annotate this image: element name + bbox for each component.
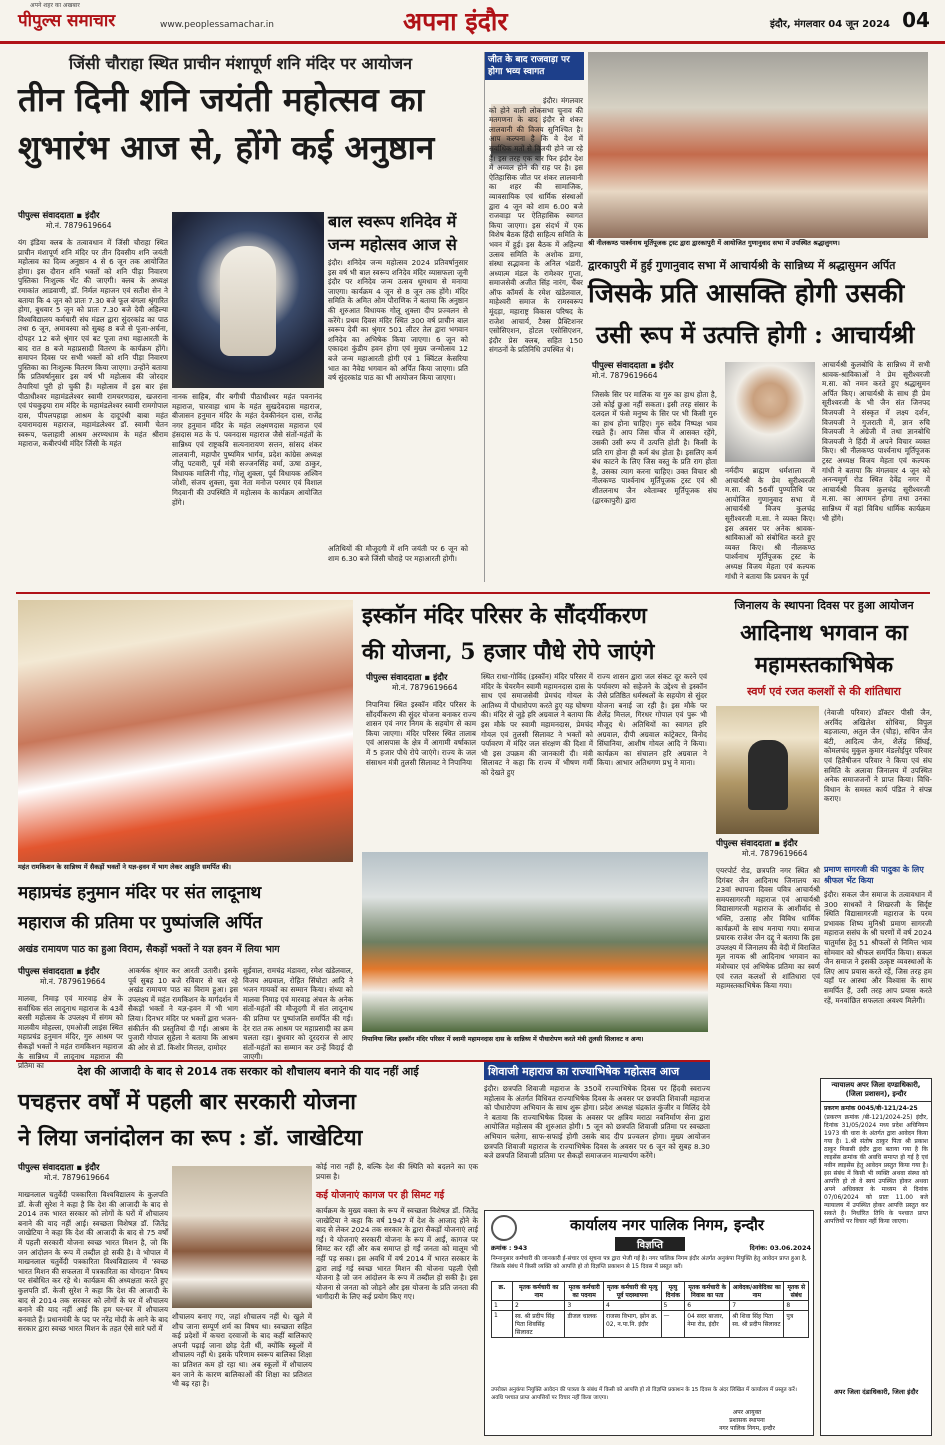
adinath-byline: पीपुल्स संवाददाता ▪ इंदौर — [716, 839, 798, 849]
hanuman-subhead: अखंड रामायण पाठ का हुआ विराम, सैकड़ों भक्तों ने यज्ञ हवन में लिया भाग — [18, 944, 280, 955]
notice-num: 3 — [565, 1301, 604, 1311]
shani-mobile: मो.नं. 7879619664 — [46, 221, 112, 230]
jakhetia-body-1: माखनलाल चतुर्वेदी पत्रकारिता विश्वविद्यालय के कुलपति डॉ. केजी सुरेश ने कहा है कि देश की आजादी के बाद से 2014 तक भारत सरकार को लोगों के घरों में शौचालय बनाने की याद नहीं आई। स्वच्छता विशेषज्ञ डॉ. जितेंद्र जाखेटिया ने कहा कि देश की आजादी के बाद से 75 वर्षों में पहली सरकारी योजना स्वच्छ भारत मिशन है, जो कि जन आंदोलन के रूप में तब्दील हो सकी है। वे भोपाल में माखनलाल चतुर्वेदी पत्रकारिता विश्वविद्यालय में 'स्वच्छ भारत मिशन की सफलता में पत्रकारिता का योगदान' विषय पर संबोधित कर रहे थे। कार्यक्रम की अध्यक्षता करते हुए कुलपति डॉ. केजी सुरेश ने कहा कि देश की आजादी के बाद से 2014 तक सरकार को लोगों के घर में शौचालय बनाने की याद नहीं आई कि हम घर-घर में शौचालय बनवाते हैं। प्रधानमंत्री के पद पर नरेंद्र मोदी के आने के बाद सरकार द्वारा स्वच्छ भारत मिशन के तहत ऐसे सारे घरों में — [18, 1190, 168, 1334]
adinath-idol-photo — [716, 706, 819, 834]
notice-table-row — [492, 1311, 809, 1338]
iskcon-body-1: निपानिया स्थित इस्कॉन मंदिर परिसर के सौंदर्यीकरण की सुंदर योजना बनाकर राज्य शासन एवं नगर निगम के सहयोग से काम किया जाएगा। मंदिर परिसर स्थित तालाब एवं आसपास के क्षेत्र में आगामी वर्षाकाल में 5 हजार पौधे रोपे जाएंगे। राज्य के जल संसाधन मंत्री तुलसी सिलावट ने निपानिया — [366, 700, 476, 767]
masthead-logo — [18, 8, 156, 34]
notice-table — [491, 1281, 809, 1338]
masthead-url: www.peoplessamachar.in — [160, 20, 274, 30]
shani-byline-block — [18, 210, 168, 234]
notice-th: मृतक से संबंध — [784, 1282, 809, 1301]
jakhetia-mobile: मो.नं. 7879619664 — [44, 1173, 110, 1182]
masthead — [0, 0, 945, 44]
jakhetia-photo — [172, 1166, 312, 1308]
jakhetia-photo-caption: शौचालय बनाए गए, जहां शौचालय नहीं थे। खुले में शौच जाना सम्पूर्ण शर्म का विषय था। स्वच्छता सहित कई प्रदेशों में कचरा दरवाजों के बाद कहीं बालिकाएं अपनी पढ़ाई जाना छोड़ देती थीं, क्योंकि स्कूलों में शौचालय नहीं थे। इसके परिणाम स्वरूप बालिका शिक्षा का प्रतिशत कम हो रहा था। अब स्कूलों में शौचालय बन जाने के कारण बालिकाओं की शिक्षा का प्रतिशत भी बढ़ रहा है। — [172, 1312, 312, 1389]
iskcon-body-2: स्थित राधा-गोविंद (इस्कॉन) मंदिर परिसर में मंदिर के चेयरमैन स्वामी महामनदास दास के साथ एवं समाजसेवी प्रेमचंद गोयल के आतिथ्य में पौधारोपण करते हुए यह घोषणा की। मंदिर से जुड़े हरि अग्रवाल ने बताया कि इस मौके पर स्वामी महामनदास, प्रेमचंद गोयल एवं तुलसी सिलावट ने भक्तों को पर्यावरण में मंदिर जल संरक्षण की दिशा में भी इस उपक्रम की जानकारी दी। मंत्री सिलावट ने कहा कि राज्य में भीषण गर्मी को देखते हुए — [481, 672, 593, 777]
notice-cell: — — [661, 1311, 685, 1338]
acharya-gathering-photo — [588, 52, 928, 238]
notice-number: क्रमांक : 943 — [491, 1244, 528, 1252]
notice-th: मृतक कर्मचारी की मृत्यु पूर्व पदस्थापना — [603, 1282, 661, 1301]
acharya-body-3: आचार्यश्री कुलबोधि के सान्निध्य में सभी श्रावक-श्राविकाओं ने प्रेम सूरीश्वरजी म.सा. को नमन करते हुए श्रद्धासुमन अर्पित किए। आचार्यश्री के साथ ही प्रेम सूरीश्वरजी के भी जैन संत जिनपद विजयजी ने संस्कृत में लक्ष्य दर्शन, विजयजी ने गुजराती में, ज्ञान रुचि विजयजी ने अंग्रेजी में तथा ज्ञानबोधि विजयजी ने हिंदी में अपने विचार व्यक्त किए। श्री नीलकण्ठ पार्श्वनाथ मूर्तिपूजक ट्रस्ट अध्यक्ष विजय मेहता एवं कल्पक गांधी ने बताया कि मंगलवार 4 जून को अनन्यमूर्ण रोड स्थित देवेंद्र नगर में आचार्यश्री विजय कुलचंद्र सूरीश्वरजी म.सा. का आगमन होगा तथा उनका सान्निध्य में वहां विविध धार्मिक कार्यक्रम भी होंगे। — [822, 360, 930, 523]
notice-num: 5 — [661, 1301, 685, 1311]
hanuman-body-3: सुईवाल, रामचंद्र मंडावरा, रमेश खंडेलवाल, विजय अग्रवाल, रोहित सिंघोटा आदि ने भजन गायकों का सम्मान किया। संध्या को मालवा निमाड़ एवं मारवाड़ अंचल के अनेक संतों-महंतों की मौजूदगी में संत लादूनाथ की प्रतिमा पर पुष्पांजलि समर्पित की गई। देर रात तक आश्रम पर महाप्रसादी का क्रम चलता रहा। बुधवार को दूरदराज से आए संतों-महंतों का सम्मान कर उन्हें विदाई दी जाएगी। — [243, 966, 353, 1062]
adinath-body-top: (नेवाजी परिवार) डॉक्टर पीसी जैन, अरविंद अखिलेश सोधिया, विपुल बड़जात्या, अतुल जैन (चौड़), सचिन जैन बंटी, आदित्य जैन, शैलेंद्र सिंघई, कोमलचंद मुकुल कुमार मंडलोईपुर परिवार एवं हितैषीजन परिवार ने किया एवं संघ समिति के अलावा जिनालय में उपस्थित अनेक समाजजनों ने प्राप्त किया। विधि-विधान के समस्त कार्य पंडित ने संपन्न कराए। — [824, 708, 932, 804]
notice-num: 7 — [730, 1301, 784, 1311]
notice-cell: डीजल चालक — [565, 1311, 604, 1338]
notice-th: मृतक कर्मचारी का पदनाम — [565, 1282, 604, 1301]
hanuman-mobile: मो.नं. 7879619664 — [40, 977, 106, 986]
adinath-headline-1: आदिनाथ भगवान का — [740, 620, 908, 646]
adinath-body-right: इंदौर। सकल जैन समाज के तत्वावधान में 300 साधकों ने शिखरजी के सिर्दृष्ट स्थिति विद्यासागरजी महाराज के परम प्रभावक शिष्य मुनिश्री प्रमाण सागरजी महाराज ससंघ के श्री चरणों में वर्ष 2024 चातुर्मास हेतु 51 श्रीफलों से निमित्त भाव सोमवार को श्रीफल समर्पित किया। सकल जैन समाज ने इसकी उत्कृष्ट व्यवस्थाओं के लिए आप प्रयास करते रहें, जिस तरह हम यहाँ पर आस्था और विश्वास के साथ समर्पित हैं, उसी तरह आप प्रयास करते रहें, मनवांछित सफलता अवश्य मिलेगी। — [824, 890, 932, 1005]
hanuman-byline-block — [18, 966, 123, 990]
plantation-photo-caption: निपानिया स्थित इस्कॉन मंदिर परिसर में स्वामी महामनदास दास के सान्निध्य में पौधारोपण करते मंत्री तुलसी सिलावट व अन्य। — [362, 1036, 644, 1043]
notice-title: विज्ञप्ति — [615, 1237, 685, 1251]
shani-idol-photo — [172, 212, 324, 388]
notice-th: क्र. — [492, 1282, 513, 1301]
notice-num: 2 — [513, 1301, 565, 1311]
notice-sign-block — [685, 1409, 809, 1435]
adinath-kicker: जिनालय के स्थापना दिवस पर हुआ आयोजन — [734, 599, 914, 612]
acharyashri-portrait — [725, 362, 815, 462]
court-body: (प्रकरण क्रमांक /बी-121/2024-25) इंदौर, दिनांक 31/05/2024 मध्य प्रदेश अधिनियम 1973 की धारा के अंतर्गत द्वारा आवेदन किया गया है। 1.श्री संतोष ठाकुर पिता श्री प्रकाश ठाकुर निवासी इंदौर द्वारा बताया गया है कि लाइसेंस क्रमांक की अवधि समाप्त हो गई है एवं नवीन लाइसेंस हेतु आवेदन प्रस्तुत किया गया है। इस संबंध में किसी भी व्यक्ति अथवा संस्था को आपत्ति हो तो वे स्वयं उपस्थित होकर अथवा अपने अधिवक्ता के माध्यम से दिनांक 07/06/2024 को प्रातः 11.00 बजे न्यायालय में उपस्थित होकर आपत्ति प्रस्तुत कर सकते हैं। निर्धारित तिथि के पश्चात प्राप्त आपत्तियों पर विचार नहीं किया जाएगा। — [824, 1114, 928, 1225]
notice-date: दिनांक: 03.06.2024 — [749, 1244, 811, 1252]
iskcon-byline: पीपुल्स संवाददाता ▪ इंदौर — [366, 673, 448, 683]
court-header: न्यायालय अपर जिला दण्डाधिकारी, (जिला प्रशासन), इन्दौर — [821, 1079, 931, 1102]
acharya-byline: पीपुल्स संवाददाता ▪ इंदौर — [592, 361, 674, 371]
adinath-idol-figure — [748, 740, 788, 810]
adinath-headline-2: महामस्तकाभिषेक — [754, 652, 894, 678]
masthead-tagline: अपने शहर का अखबार — [30, 2, 80, 9]
notice-sign: अपर आयुक्त — [732, 1409, 762, 1416]
court-notice — [820, 1078, 932, 1436]
notice-table-header — [492, 1282, 809, 1301]
hanuman-body-2: आकर्षक श्रृंगार कर आरती उतारी। इसके पूर्व सुबह 10 बजे रविवार से चल रहे अखंड रामायण पाठ का विराम हुआ। इस उपलक्ष्य में महंत रामकिशन के मार्गदर्शन में सैकड़ों भक्तों ने यज्ञ-हवन में भी भाग लिया। दिनभर मंदिर पर भक्तों द्वारा भजन-संकीर्तन की प्रस्तुतियां दी गईं। आश्रम के पुजारी गोपाल सुहेला ने बताया कि आश्रम की ओर से डॉ. किशोर मित्तल, दामोदर — [128, 966, 238, 1052]
notice-cell: 1 — [492, 1311, 513, 1338]
dateline: इंदौर, मंगलवार 04 जून 2024 — [770, 19, 890, 30]
notice-th: मृतक कर्मचारी के निवास का पता — [685, 1282, 730, 1301]
shani-idol-figure — [220, 246, 276, 356]
acharya-photo-caption: श्री नीलकण्ठ पार्श्वनाथ मूर्तिपूजक ट्रस्ट द्वारा द्वारकापुरी में आयोजित गुणानुवाद सभा में उपस्थित श्रद्धालुगण। — [588, 239, 840, 247]
hanuman-headline-1: महाप्रचंड हनुमान मंदिर पर संत लादूनाथ — [18, 883, 262, 903]
jakhetia-byline: पीपुल्स संवाददाता ▪ इंदौर — [18, 1163, 100, 1173]
shivaji-body: इंदौर। छत्रपति शिवाजी महाराज के 350वें राज्याभिषेक दिवस पर हिंदवी स्वराज्य महोत्सव के अंतर्गत विधिवत राज्याभिषेक दिवस के अवसर पर छत्रपति शिवाजी महाराज को पौधारोपण अभियान के साथ शुरू होगा। प्रदेश अध्यक्ष चंद्रकांत कुंजीर व मिलिंद देवे ने बताया कि राज्याभिषेक दिवस के अवसर पर क्षत्रिय मराठा नवनिर्माण सेना द्वारा आयोजित महोत्सव की शुरुआत होगी। 5 जून को छत्रपति शिवाजी प्रतिमा पर स्वच्छता अभियान चलेगा, साफ-सफाई होगी उसके बाद दीप प्रज्वलन होगा। मुख्य आयोजन छत्रपति शिवाजी महाराज के राज्याभिषेक दिवस के अवसर पर 6 जून को सुबह 8.30 बजे छत्रपति शिवाजी प्रतिमा पर सैकड़ों समाजजन माल्यार्पण करेंगे। — [484, 1084, 710, 1161]
notice-num: 6 — [685, 1301, 730, 1311]
acharya-mobile: मो.नं. 7879619664 — [592, 371, 658, 380]
notice-table-numbering — [492, 1301, 809, 1311]
havan-photo-caption: महंत रामकिशन के सान्निध्य में सैकड़ों भक्तों ने यज्ञ-हवन में भाग लेकर आहुति समर्पित की। — [18, 863, 231, 871]
notice-th: आवेदक/आवेदिका का नाम — [730, 1282, 784, 1301]
notice-sign2: प्रशासक स्थापना — [729, 1417, 765, 1424]
acharya-body-2: नर्मदीय ब्राह्मण धर्मशाला में आचार्यश्री के प्रेम सूरीश्वरजी म.सा. की 56वीं पुण्यतिथि पर आयोजित गुणानुवाद सभा में आचार्यश्री विजय कुलचंद्र सूरीश्वरजी म.सा. ने व्यक्त किए। इस अवसर पर अनेक श्रावक-श्राविकाओं को संबोधित करते हुए व्यक्त किए। श्री नीलकण्ठ पार्श्वनाथ मूर्तिपूजक ट्रस्ट के अध्यक्ष विजय मेहता एवं कल्पक गांधी ने बताया कि प्रवचन के पूर्व — [725, 466, 815, 581]
balswaroop-body-tail: अतिथियों की मौजूदगी में शनि जयंती पर 6 जून को शाम 6.30 बजे जिंसी चौराहे पर महाआरती होगी। — [328, 544, 468, 563]
notice-office: कार्यालय नगर पालिक निगम, इन्दौर — [570, 1216, 764, 1234]
iskcon-mobile: मो.नं. 7879619664 — [392, 683, 458, 692]
notice-footer: उपरोक्त अनुकंपा नियुक्ति आवेदन की पात्रता के संबंध में किसी को आपत्ति हो तो विज्ञप्ति प्रकाशन के 15 दिवस के अंदर लिखित में कार्यालय में प्रस्तुत करें। अवधि पश्चात प्राप्त आपत्तियों पर विचार नहीं किया जाएगा। — [491, 1387, 797, 1401]
victory-headline: जीत के बाद राजवाड़ा पर होगा भव्य स्वागत — [485, 52, 584, 80]
notice-cell: पुत्र — [784, 1311, 809, 1338]
shani-headline-1: तीन दिनी शनि जयंती महोत्सव का — [18, 80, 425, 119]
notice-sign3: नगर पालिक निगम, इन्दौर — [719, 1425, 775, 1432]
havan-photo — [18, 600, 353, 862]
acharya-headline-1: जिसके प्रति आसक्ति होगी उसकी — [588, 279, 905, 309]
jakhetia-kicker: देश की आजादी के बाद से 2014 तक सरकार को शौचालय बनाने की याद नहीं आई — [77, 1065, 419, 1078]
notice-num: 1 — [492, 1301, 513, 1311]
adinath-body-bottom: एयरपोर्ट रोड, छत्रपति नगर स्थित श्री दिगंबर जैन आदिनाथ जिनालय का 23वां स्थापना दिवस पवित्र आचार्यश्री समयसागरजी महाराज एवं आचार्यश्री विद्यासागरजी महाराज के आशीर्वाद से भक्ति, उत्साह और विविध धार्मिक कार्यक्रमों के साथ मनाया गया। समाज प्रचारक राजेश जैन दद्दू ने बताया कि इस उपलक्ष्य में जिनालय की वेदी में विराजित मूल नायक श्री आदिनाथ भगवान का मंत्रोच्चार एवं अभिषेक प्रतिमा का स्वर्ण एवं रजत कलशों से शांतिधारा एवं महामस्तकाभिषेक किया गया। — [716, 866, 820, 991]
jakhetia-subhead: कई योजनाएं कागज पर ही सिमट गई — [316, 1190, 445, 1201]
shani-kicker: जिंसी चौराहा स्थित प्राचीन मंशापूर्ण शनि मंदिर पर आयोजन — [68, 54, 413, 73]
divider-1 — [16, 592, 930, 594]
notice-cell: श्री शिवा सिंह पिता स्व. श्री प्रदीप सिलावट — [730, 1311, 784, 1338]
hanuman-body-1: मालवा, निमाड़ एवं मारवाड़ क्षेत्र के सर्वाधिक संत लादूनाथ महाराज के 43वें बरसी महोत्सव के उपलक्ष्य में संगम को मालवीय मोहल्ला, एमओजी लाइंस स्थित महाप्रचंड हनुमान मंदिर, गुरु आश्रम पर सैकड़ों भक्तों ने महंत रामकिशन महाराज के सान्निध्य में लादूनाथ महाराज की प्रतिमा का — [18, 994, 123, 1071]
iskcon-headline-1: इस्कॉन मंदिर परिसर के सौंदर्यीकरण — [362, 603, 647, 629]
notice-num: 4 — [603, 1301, 661, 1311]
notice-th: मृतक कर्मचारी का नाम — [513, 1282, 565, 1301]
shani-headline-2: शुभारंभ आज से, होंगे कई अनुष्ठान — [18, 128, 435, 167]
masthead-logo-text: पीपुल्स समाचार — [18, 11, 116, 31]
notice-num: 8 — [784, 1301, 809, 1311]
acharya-headline-2: उसी रूप में उत्पत्ति होगी : आचार्यश्री — [596, 320, 915, 349]
balswaroop-headline-2: जन्म महोत्सव आज से — [328, 235, 457, 254]
iskcon-headline-2: की योजना, 5 हजार पौधे रोपे जाएंगे — [362, 639, 655, 665]
notice-emblem-icon — [491, 1215, 517, 1241]
acharya-kicker: द्वारकापुरी में हुई गुणानुवाद सभा में आचार्यश्री के सान्निध्य में श्रद्धासुमन अर्पित — [588, 259, 896, 272]
acharya-body-1: जिसके सिर पर मालिक या गुरु का हाथ होता है, उसे कोई छुआ नहीं सकता। इसी तरह संसार के दलदल में फंसे मनुष्य के सिर पर भी किसी गुरु का हाथ होना चाहिए। गुरु सदैव निष्पक्ष भाव रखते हैं। आप जिस चीज में आसक्त रहेंगे, उसकी उसी रूप में उत्पत्ति होती है। किसी के प्रति राग होना ही कर्म बंध होता है। इसलिए कर्म बंध काटने के लिए जिस वस्तु के प्रति राग होता है, उसका त्याग करना चाहिए। उक्त विचार श्री नीलकण्ठ पार्श्वनाथ मूर्तिपूजक ट्रस्ट एवं श्री शीतलनाथ जैन श्वेताम्बर मूर्तिपूजक संघ (द्वारकापुरी) द्वारा — [592, 390, 717, 505]
balswaroop-body-left: नानक साहिब, वीर बगीची पीठाधीश्वर महंत पवनानंद महाराज, चारवाहा धाम के महंत सुखदेवदास महाराज, बीजासन हनुमान मंदिर के महंत देवकीनंदन दास, राजेंद्र नगर हनुमान मंदिर के महंत लक्ष्मणदास महाराज एवं हंसदास मठ के पं. पवनदास महाराज जैसे संतों-महंतों के सान्निध्य एवं राष्ट्रकवि सत्यनारायण सत्तन, सांसद शंकर लालवानी, महापौर पुष्यमित्र भार्गव, प्रदेश कांग्रेस अध्यक्ष जीतू पटवारी, पूर्व मंत्री सज्जनसिंह वर्मा, ऊषा ठाकुर, विधायक मालिनी गौड़, गोलू शुक्ला, पूर्व विधायक अश्विन जोशी, संजय शुक्ला, युवा नेता मनोज परमार एवं विशाल गिदवानी की उपस्थिति में महोत्सव के कार्यक्रम आयोजित होंगे। — [172, 392, 322, 507]
shani-body: यंग इंडिया क्लब के तत्वावधान में जिंसी चौराहा स्थित प्राचीन मंशापूर्ण शनि मंदिर पर तीन दिवसीय शनि जयंती महोत्सव का दिव्य अनुष्ठान 4 से 6 जून तक आयोजित होगा। इस दौरान शनि भक्तों को शनि पीड़ा निवारण पुस्तिका निःशुल्क भेंट की जाएगी। क्लब के अध्यक्ष रमाकांत आडवाणी, डॉ. निर्मल महाजन एवं सतीश सेन ने बताया कि 4 जून को प्रातः 7.30 बजे फूल बंगला श्रृंगारित होगा, बुधवार 5 जून को प्रातः 7.30 बजे देवी अहिल्या विश्वविद्यालय कर्मचारी संघ मंडल द्वारा सुंदरकांड का पाठ तथा 6 जून, अमावस्या को सुबह 8 बजे से पूजा-अर्चना, दोपहर 12 बजे श्रृंगार एवं बट पूजा तथा महाआरती के बाद रात 8 बजे महाप्रसादी वितरण के कार्यक्रम होंगे। समापन दिवस पर सभी भक्तों को शनि पीड़ा निवारण पुस्तिका का निःशुल्क वितरण किया जाएगा। उन्होंने बताया कि प्रतिवर्षानुसार इस वर्ष भी महोत्सव की जोरदार तैयारियां पूरी हो चुकी हैं। महोत्सव में इस बार हंस पीठाधीश्वर महामंडलेश्वर स्वामी रामचरणदास, खजराना एवं पंचकुइया राम मंदिर के महामंडलेश्वर स्वामी रामगोपाल दास, पीपलपहाड़ा आश्रम के दादूपंथी बाबा महंत दयारामदास महाराज, महामंडलेश्वर डॉ. स्वामी चेतन स्वरूप, फलाहारी आश्रम अरण्यधाम के महंत श्रीराम महाराज, कबीरपंथी मंदिर जिंसी के महंत — [18, 238, 168, 449]
notice-cell: राजस्व विभाग, झोन क्र. 02, न.पा.नि. इंदौर — [603, 1311, 661, 1338]
jakhetia-body-3: कार्यक्रम के मुख्य वक्ता के रूप में स्वच्छता विशेषज्ञ डॉ. जितेंद्र जाखेटिया ने कहा कि वर्ष 1947 में देश के आजाद होने के बाद से लेकर 2024 तक सरकार के द्वारा सैकड़ों योजनाएं लाई गईं। ये योजनाएं सरकारी योजना के रूप में आईं, कागज पर सिमट कर रहीं और कब समाप्त हो गईं जनता को मालूम भी नहीं पड़ सका। इस अवधि में वर्ष 2014 में भारत सरकार के द्वारा लाई गई स्वच्छ भारत मिशन की योजना पहली ऐसी योजना है जो जन आंदोलन के रूप में तब्दील हो सकी है। इस योजना से जनता को जोड़ने और इस योजना के प्रति जनता की भागीदारी के लिए कई प्रयोग किए गए। — [316, 1206, 478, 1302]
jakhetia-byline-block — [18, 1162, 128, 1186]
adinath-byline-block — [716, 838, 826, 862]
victory-box — [484, 52, 584, 582]
notice-intro: निम्नानुसार कर्मचारी की जानकारी ई-संचार एवं सूचना पत्र द्वारा भेजी गई है। नगर पालिक निगम इंदौर अंतर्गत अनुकंपा नियुक्ति हेतु आवेदन प्राप्त हुआ है, जिसके संबंध में किसी व्यक्ति को आपत्ति हो तो विज्ञप्ति प्रकाशन से 15 दिवस में प्रस्तुत करें। — [491, 1256, 807, 1270]
municipal-notice — [484, 1210, 814, 1436]
jakhetia-headline-2: ने लिया जनांदोलन का रूप : डॉ. जाखेटिया — [18, 1125, 363, 1151]
adinath-sub2: प्रमाण सागरजी की पादुका के लिए श्रीफल भेंट किया — [824, 865, 924, 885]
shani-byline: पीपुल्स संवाददाता ▪ इंदौर — [18, 211, 100, 221]
notice-cell: 04 सदर बाजार, नेमा रोड, इंदौर — [685, 1311, 730, 1338]
adinath-subhead: स्वर्ण एवं रजत कलशों से की शांतिधारा — [747, 685, 901, 698]
balswaroop-headline-1: बाल स्वरूप शनिदेव में — [328, 212, 457, 231]
victory-body: इंदौर। मंगलवार को होने वाली लोकसभा चुनाव की मतगणना के बाद इंदौर से शंकर लालवानी की विजय सुनिश्चित है। आप कल्पना है कि वे देश में सर्वाधिक मतों से विजयी होने जा रहे हैं। इस तरह एक बार फिर इंदौर देश में अव्वल होने की राह पर है। इस ऐतिहासिक जीत पर शंकर लालवानी का शहर की सामाजिक, व्यावसायिक एवं धार्मिक संस्थाओं द्वारा 4 जून को शाम 6.00 बजे राजवाड़ा पर ऐतिहासिक स्वागत किया जाएगा। इस संदर्भ में एक विशेष बैठक हिंदी साहित्य समिति के भवन में हुई। इस बैठक में अहिल्या उत्सव समिति के अशोक डागा, संस्था सद्भावना के अनिल भंडारी, अध्यात्म मंडल के रामेश्वर गुप्ता, समाजसेवी अजीत सिंह नारंग, चैंबर ऑफ कॉमर्स के रमेश खंडेलवाल, माहेश्वरी समाज के रामस्वरूप मूंदड़ा, महाराष्ट्र विकास परिषद के राजेश आचार्य, टैक्स प्रैक्टिशनर एसोसिएशन, होटल एसोसिएशन, इंदौर प्रेस क्लब, सहित 150 संगठनों के प्रतिनिधि उपस्थित थे। — [489, 96, 583, 355]
jakhetia-headline-1: पचहत्तर वर्षों में पहली बार सरकारी योजना — [18, 1089, 357, 1115]
iskcon-body-3: राज्य शासन द्वारा जल संकट दूर करने एवं पर्यावरण को सहेजने के उद्देश्य से इस्कॉन जैसे प्रतिष्ठित धर्मस्थलों के सहयोग से सुंदर योजना बनाई जा रही है। इस मौके पर शैलेंद्र मित्तल, गिरधर गोपाल एवं पुरू भी मौजूद थे। अतिथियों का स्वागत हरि अग्रवाल, दीपी अग्रवाल कांट्रेक्टर, विनोद सिंघानिया, आशीष गोयल आदि ने किया। कार्यक्रम का संचालन हरि अग्रवाल ने किया। आभार अतिथगण प्रभु ने माना। — [597, 672, 707, 768]
hanuman-headline-2: महाराज की प्रतिमा पर पुष्पांजलि अर्पित — [18, 913, 263, 933]
hanuman-byline: पीपुल्स संवाददाता ▪ इंदौर — [18, 967, 100, 977]
notice-cell: स्व. श्री प्रदीप सिंह पिता शिवसिंह सिलावट — [513, 1311, 565, 1338]
adinath-mobile: मो.नं. 7879619664 — [742, 849, 808, 858]
page-number: 04 — [902, 8, 930, 32]
section-title: अपना इंदौर — [403, 7, 508, 36]
acharya-byline-block — [592, 360, 717, 384]
iskcon-byline-block — [366, 672, 486, 696]
plantation-photo — [362, 852, 708, 1032]
shivaji-kicker: शिवाजी महाराज का राज्याभिषेक महोत्सव आज — [484, 1062, 710, 1080]
court-sign: अपर जिला दंडाधिकारी, जिला इंदौर — [833, 1388, 919, 1396]
court-case: प्रकरण क्रमांक 0045/बी-121/24-25 — [824, 1105, 918, 1112]
balswaroop-body-right: इंदौर। शनिदेव जन्म महोत्सव 2024 प्रतिवर्षानुसार इस वर्ष भी बाल स्वरूप शनिदेव मंदिर व्यासफला जूनी इंदौर पर शनिदेव जन्म उत्सव धूमधाम से मनाया जाएगा। कार्यक्रम 4 जून से 8 जून तक होंगे। मंदिर समिति के अमित ओम पौराणिक ने बताया कि अनुष्ठान की शुरुआत विधायक गोलू शुक्ला दीप प्रज्वलन से करेंगे। प्रथम दिवस मंदिर स्थित 300 वर्ष प्राचीन बाल स्वरूप देवी का श्रृंगार 501 लीटर तेल द्वारा भगवान शनिदेव का अभिषेक किया जाएगा। 6 जून को एकादश कुंडीय हवन होगा एवं मुख्य जन्मोत्सव 12 बजे जन्म महाआरती होगी एवं 1 क्विंटल केसरिया भात का नैवेद्य भगवान को अर्पित किया जाएगा। प्रति वर्ष सुंदरकांड पाठ का भी आयोजन किया जाएगा। — [328, 258, 468, 383]
jakhetia-body-2: कोई नारा नहीं है, बल्कि देश की स्थिति को बदलने का एक प्रयास है। — [316, 1162, 478, 1181]
notice-th: मृत्यु दिनांक — [661, 1282, 685, 1301]
